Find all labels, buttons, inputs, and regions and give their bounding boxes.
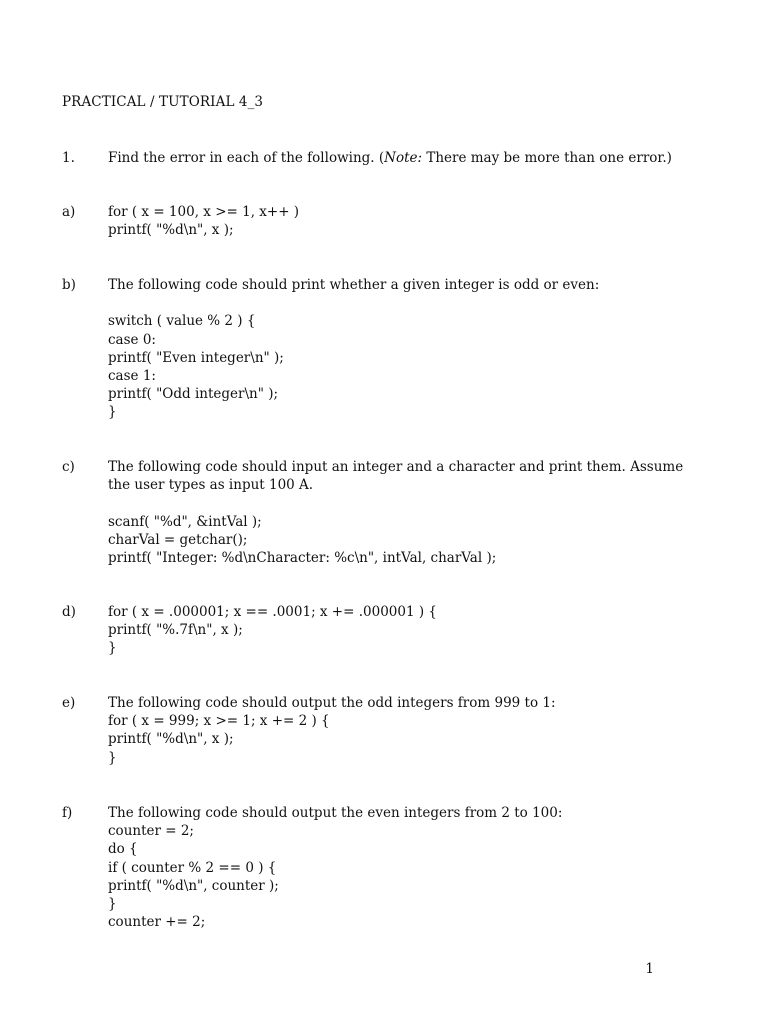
item-label: b): [62, 277, 76, 293]
item-label: f): [62, 805, 73, 821]
code-line: printf( "Odd integer\n" );: [108, 386, 279, 403]
item-intro: the user types as input 100 A.: [108, 477, 314, 494]
item-intro: The following code should print whether a given integer is odd or even:: [108, 277, 600, 293]
code-line: for ( x = .000001; x == .0001; x += .000001 ) {: [108, 604, 437, 620]
code-line: scanf( "%d", &intVal );: [108, 513, 262, 530]
item-label: d): [62, 604, 76, 620]
item-body: [108, 203, 698, 239]
page-number: 1: [645, 961, 654, 977]
question-text-before: Find the error in each of the following. (: [108, 150, 385, 166]
code-line: printf( "%d\n", x );: [108, 222, 234, 239]
question-text-after: There may be more than one error.): [422, 150, 672, 166]
code-line: charVal = getchar();: [108, 531, 248, 548]
page-title: PRACTICAL / TUTORIAL 4_3: [62, 94, 264, 110]
code-line: case 1:: [108, 367, 156, 384]
item-intro: The following code should output the odd integers from 999 to 1:: [108, 695, 556, 711]
code-line: counter += 2;: [108, 914, 206, 931]
item-body: [108, 694, 698, 767]
item-label: a): [62, 204, 76, 220]
code-line: for ( x = 999; x >= 1; x += 2 ) {: [108, 713, 330, 730]
question-text: [108, 149, 698, 167]
code-line: printf( "Even integer\n" );: [108, 349, 284, 366]
note-label: Note:: [384, 150, 423, 166]
code-line: printf( "Integer: %d\nCharacter: %c\n", intVal, charVal );: [108, 549, 497, 566]
code-line: printf( "%d\n", x );: [108, 731, 234, 748]
code-line: for ( x = 100, x >= 1, x++ ): [108, 204, 300, 220]
code-line: printf( "%d\n", counter );: [108, 877, 279, 894]
code-line: }: [108, 895, 117, 912]
item-label: c): [62, 459, 75, 475]
code-line: do {: [108, 841, 138, 858]
code-line: }: [108, 404, 117, 421]
code-line: }: [108, 640, 117, 657]
item-intro: The following code should input an integer and a character and print them. Assume: [108, 459, 684, 475]
item-body: [108, 603, 698, 658]
item-body: [108, 804, 698, 931]
code-line: if ( counter % 2 == 0 ) {: [108, 859, 277, 876]
code-line: case 0:: [108, 331, 156, 348]
code-line: printf( "%.7f\n", x );: [108, 622, 243, 639]
code-line: counter = 2;: [108, 823, 194, 840]
item-body: [108, 276, 698, 422]
item-body: [108, 458, 698, 567]
question-number: 1.: [62, 150, 75, 166]
item-intro: The following code should output the even integers from 2 to 100:: [108, 805, 563, 821]
item-label: e): [62, 695, 76, 711]
code-line: switch ( value % 2 ) {: [108, 313, 256, 330]
code-line: }: [108, 749, 117, 766]
